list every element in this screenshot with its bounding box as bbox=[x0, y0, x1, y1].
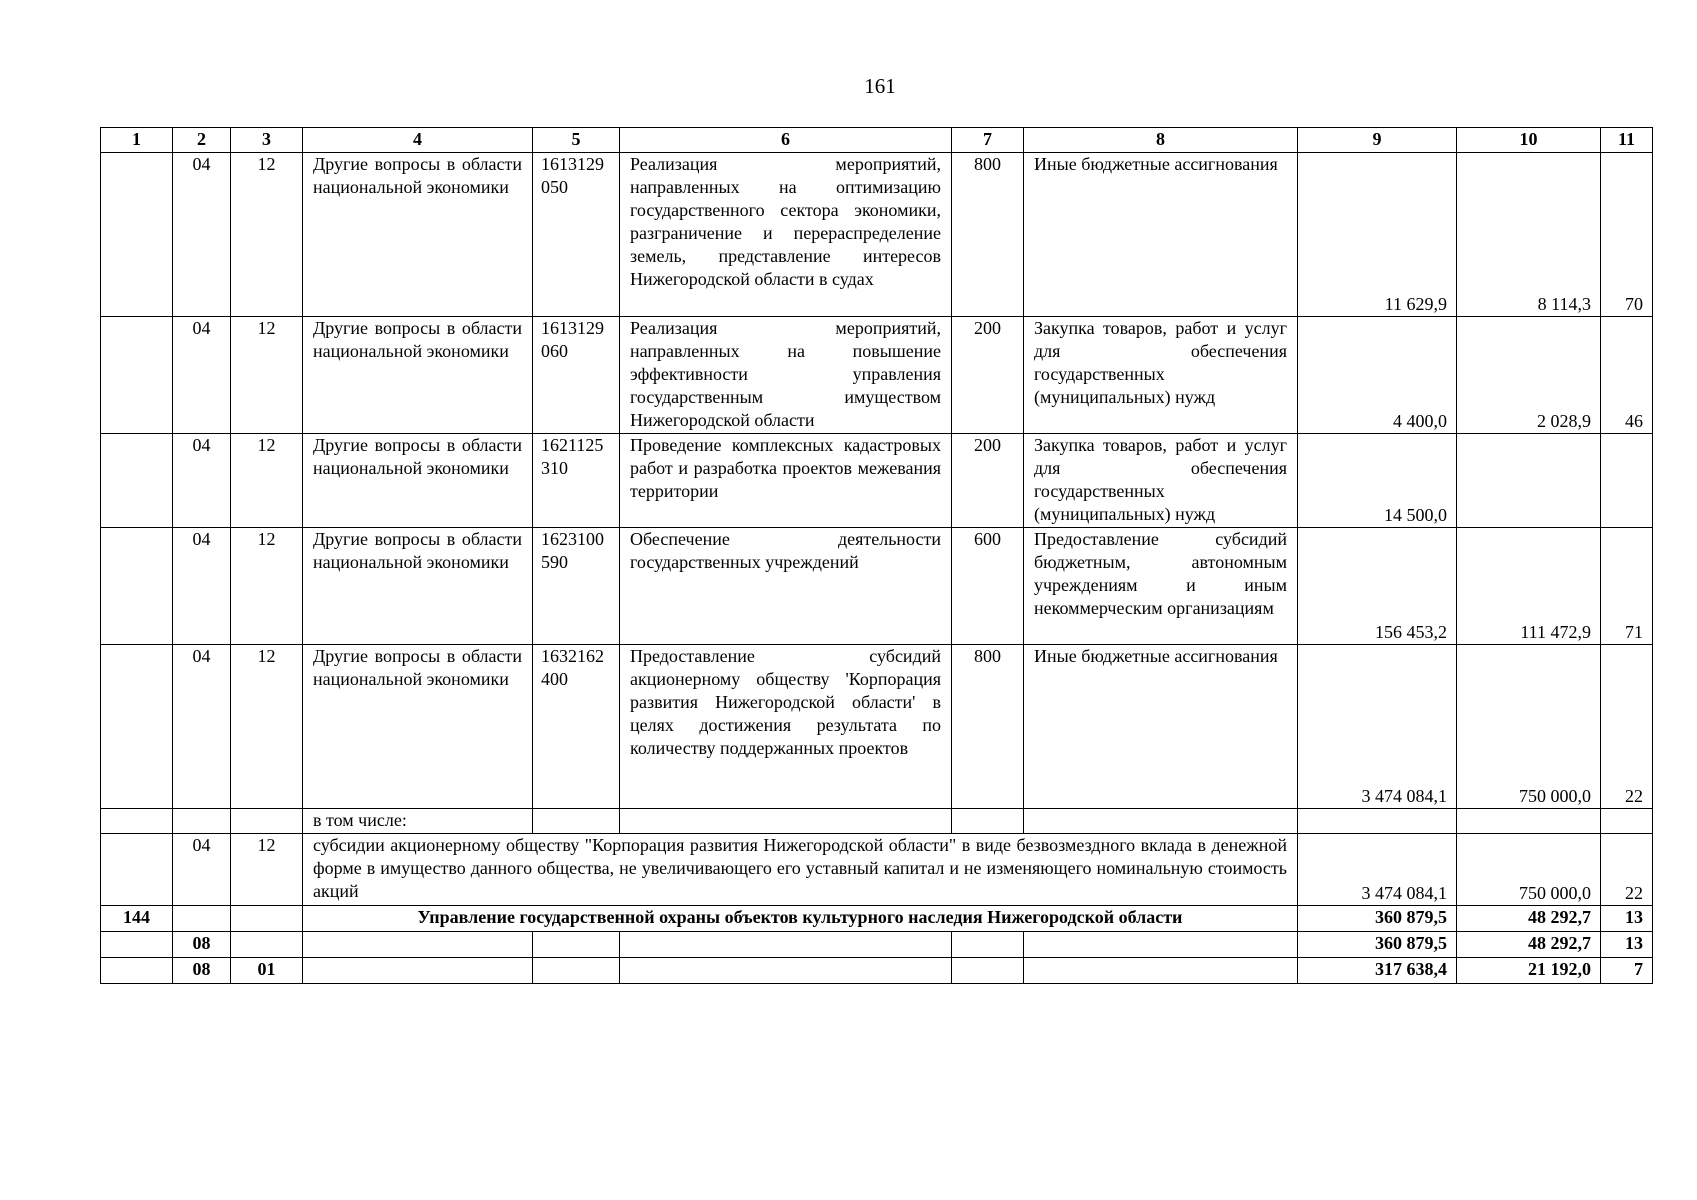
cell-section: 04 bbox=[173, 528, 231, 645]
cell-target-code: 1632162400 bbox=[533, 645, 620, 809]
header-cell: 11 bbox=[1601, 128, 1653, 153]
cell-target-code: 1623100590 bbox=[533, 528, 620, 645]
cell-fact: 750 000,0 bbox=[1457, 834, 1601, 906]
header-cell: 9 bbox=[1298, 128, 1457, 153]
cell-plan: 317 638,4 bbox=[1298, 958, 1457, 984]
cell-plan: 11 629,9 bbox=[1298, 153, 1457, 317]
table-row-department bbox=[101, 906, 1653, 932]
cell-name: Другие вопросы в области национальной экономики bbox=[303, 317, 533, 434]
cell-section: 04 bbox=[173, 645, 231, 809]
cell-target-code: 1613129050 bbox=[533, 153, 620, 317]
cell-percent bbox=[1601, 434, 1653, 528]
cell-expense-name: Закупка товаров, работ и услуг для обеспечения государственных (муниципальных) нужд bbox=[1024, 434, 1298, 528]
cell-event: Реализация мероприятий, направленных на оптимизацию государственного сектора экономики, разграничение и перераспределение земель, представление интересов Нижегородской области в судах bbox=[620, 153, 952, 317]
header-cell: 7 bbox=[952, 128, 1024, 153]
cell-plan: 3 474 084,1 bbox=[1298, 834, 1457, 906]
cell-fact: 111 472,9 bbox=[1457, 528, 1601, 645]
cell-name: Другие вопросы в области национальной экономики bbox=[303, 528, 533, 645]
cell-subsection: 12 bbox=[231, 645, 303, 809]
cell-plan: 156 453,2 bbox=[1298, 528, 1457, 645]
cell-expense-type: 800 bbox=[952, 645, 1024, 809]
cell-admin-code bbox=[101, 317, 173, 434]
cell-fact: 8 114,3 bbox=[1457, 153, 1601, 317]
cell-section: 08 bbox=[173, 958, 231, 984]
cell-target-code: 1613129060 bbox=[533, 317, 620, 434]
cell-fact: 750 000,0 bbox=[1457, 645, 1601, 809]
table-row bbox=[101, 434, 1653, 528]
subsidy-description: субсидии акционерному обществу "Корпорация развития Нижегородской области" в виде безвозмездного вклада в денежной форме в имущество данного общества, не увеличивающего его уставный капитал и не изменяющего номинальную стоимость акций bbox=[303, 834, 1298, 906]
cell-percent: 13 bbox=[1601, 906, 1653, 932]
cell-name: Другие вопросы в области национальной экономики bbox=[303, 645, 533, 809]
cell-admin-code bbox=[101, 528, 173, 645]
cell-admin-code bbox=[101, 153, 173, 317]
cell-subsection: 12 bbox=[231, 528, 303, 645]
cell-fact bbox=[1457, 434, 1601, 528]
cell-subsection: 12 bbox=[231, 153, 303, 317]
cell-expense-name: Закупка товаров, работ и услуг для обеспечения государственных (муниципальных) нужд bbox=[1024, 317, 1298, 434]
cell-subsection: 12 bbox=[231, 434, 303, 528]
cell-expense-type: 800 bbox=[952, 153, 1024, 317]
cell-percent: 22 bbox=[1601, 645, 1653, 809]
cell-expense-name: Предоставление субсидий бюджетным, автономным учреждениям и иным некоммерческим организациям bbox=[1024, 528, 1298, 645]
table-header-row bbox=[101, 128, 1653, 153]
header-cell: 5 bbox=[533, 128, 620, 153]
cell-plan: 4 400,0 bbox=[1298, 317, 1457, 434]
cell-event: Обеспечение деятельности государственных учреждений bbox=[620, 528, 952, 645]
cell-event: Реализация мероприятий, направленных на повышение эффективности управления государственным имуществом Нижегородской области bbox=[620, 317, 952, 434]
table-row bbox=[101, 153, 1653, 317]
table-row-subsidy bbox=[101, 834, 1653, 906]
department-title: Управление государственной охраны объектов культурного наследия Нижегородской области bbox=[303, 906, 1298, 932]
budget-table bbox=[100, 127, 1653, 984]
cell-percent: 22 bbox=[1601, 834, 1653, 906]
cell-plan: 360 879,5 bbox=[1298, 932, 1457, 958]
cell-percent: 71 bbox=[1601, 528, 1653, 645]
cell-section: 08 bbox=[173, 932, 231, 958]
cell-fact: 48 292,7 bbox=[1457, 932, 1601, 958]
cell-event: Проведение комплексных кадастровых работ и разработка проектов межевания территории bbox=[620, 434, 952, 528]
cell-section: 04 bbox=[173, 317, 231, 434]
cell-event: Предоставление субсидий акционерному обществу 'Корпорация развития Нижегородской области' в целях достижения результата по количеству поддержанных проектов bbox=[620, 645, 952, 809]
cell-fact: 48 292,7 bbox=[1457, 906, 1601, 932]
cell-subsection: 12 bbox=[231, 834, 303, 906]
cell-subsection: 12 bbox=[231, 317, 303, 434]
cell-admin-code: 144 bbox=[101, 906, 173, 932]
table-row bbox=[101, 645, 1653, 809]
header-cell: 2 bbox=[173, 128, 231, 153]
cell-section: 04 bbox=[173, 153, 231, 317]
cell-expense-type: 200 bbox=[952, 317, 1024, 434]
cell-section: 04 bbox=[173, 434, 231, 528]
cell-plan: 360 879,5 bbox=[1298, 906, 1457, 932]
cell-expense-name: Иные бюджетные ассигнования bbox=[1024, 153, 1298, 317]
cell-fact: 2 028,9 bbox=[1457, 317, 1601, 434]
cell-admin-code bbox=[101, 434, 173, 528]
table-row-subsection bbox=[101, 958, 1653, 984]
cell-percent: 13 bbox=[1601, 932, 1653, 958]
cell-name: Другие вопросы в области национальной экономики bbox=[303, 434, 533, 528]
header-cell: 10 bbox=[1457, 128, 1601, 153]
header-cell: 4 bbox=[303, 128, 533, 153]
table-row-section bbox=[101, 932, 1653, 958]
table-row bbox=[101, 317, 1653, 434]
cell-fact: 21 192,0 bbox=[1457, 958, 1601, 984]
cell-percent: 7 bbox=[1601, 958, 1653, 984]
cell-admin-code bbox=[101, 645, 173, 809]
cell-percent: 46 bbox=[1601, 317, 1653, 434]
page-number: 161 bbox=[864, 74, 896, 98]
cell-target-code: 1621125310 bbox=[533, 434, 620, 528]
table-row bbox=[101, 528, 1653, 645]
header-cell: 1 bbox=[101, 128, 173, 153]
cell-subsection: 01 bbox=[231, 958, 303, 984]
including-label: в том числе: bbox=[303, 809, 533, 834]
cell-plan: 3 474 084,1 bbox=[1298, 645, 1457, 809]
cell-percent: 70 bbox=[1601, 153, 1653, 317]
cell-name: Другие вопросы в области национальной экономики bbox=[303, 153, 533, 317]
cell-expense-type: 200 bbox=[952, 434, 1024, 528]
table-row-including bbox=[101, 809, 1653, 834]
header-cell: 6 bbox=[620, 128, 952, 153]
header-cell: 3 bbox=[231, 128, 303, 153]
header-cell: 8 bbox=[1024, 128, 1298, 153]
cell-plan: 14 500,0 bbox=[1298, 434, 1457, 528]
cell-expense-type: 600 bbox=[952, 528, 1024, 645]
cell-section: 04 bbox=[173, 834, 231, 906]
cell-expense-name: Иные бюджетные ассигнования bbox=[1024, 645, 1298, 809]
